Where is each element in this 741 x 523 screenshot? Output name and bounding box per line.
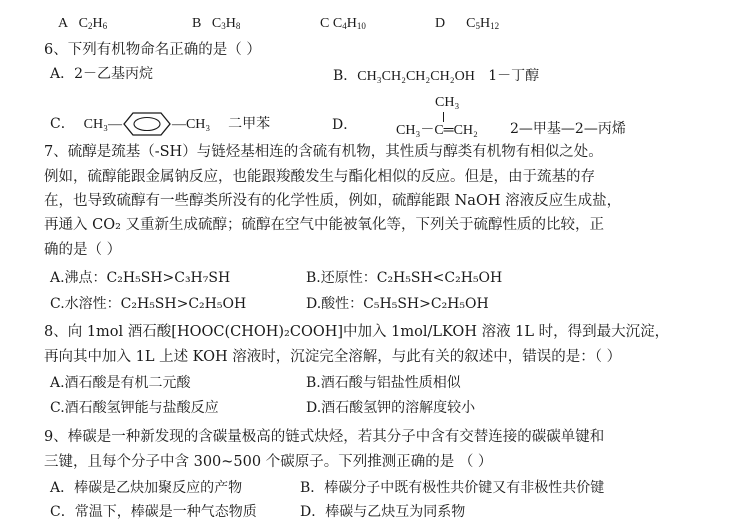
formula-subscript: 12 bbox=[490, 21, 500, 31]
q9-option-b: B．棒碳分子中既有极性共价键又有非极性共价键 bbox=[300, 480, 605, 496]
q5-option-c bbox=[320, 14, 366, 34]
formula-part: H bbox=[92, 16, 103, 31]
q9-line-1: 9、棒碳是一种新发现的含碳量极高的链式炔烃，若其分子中含有交替连接的碳碳单键和 bbox=[44, 429, 605, 445]
q6-option-a bbox=[50, 64, 153, 84]
formula-part: H bbox=[225, 16, 236, 31]
q6-option-d-main: CH₃－C═CH₂ bbox=[396, 123, 478, 138]
q8-option-a: A.酒石酸是有机二元酸 bbox=[50, 375, 191, 391]
q6-option-b bbox=[333, 66, 539, 87]
option-name: 1－丁醇 bbox=[488, 68, 540, 84]
q6-option-d-label: D． bbox=[332, 117, 358, 133]
q7-line-3: 在，也导致硫醇有一些醇类所没有的化学性质，例如，硫醇能跟 NaOH 溶液反应生成盐， bbox=[44, 193, 622, 209]
option-text: 2－乙基丙烷 bbox=[74, 66, 154, 82]
q6-stem: 6、下列有机物命名正确的是（ ） bbox=[44, 42, 261, 58]
q6-option-c bbox=[50, 111, 270, 137]
formula-part: H bbox=[346, 16, 357, 31]
q7-line-1: 7、硫醇是巯基（-SH）与链烃基相连的含硫有机物，其性质与醇类有机物有相似之处。 bbox=[44, 144, 603, 160]
formula-subscript: 10 bbox=[356, 21, 366, 31]
q6-option-d-top: CH₃ bbox=[435, 95, 460, 110]
formula-subscript: 3 bbox=[221, 21, 226, 31]
formula-part: C bbox=[78, 16, 88, 31]
q5-option-a bbox=[58, 14, 107, 34]
option-name: 二甲苯 bbox=[228, 116, 271, 132]
formula-subscript: 5 bbox=[475, 21, 480, 31]
formula-part: C bbox=[211, 16, 222, 31]
q5-option-b bbox=[192, 14, 240, 34]
q7-option-b: B.还原性：C₂H₅SH<C₂H₅OH bbox=[306, 270, 503, 286]
option-letter: A． bbox=[50, 66, 75, 82]
option-letter: A bbox=[58, 16, 69, 31]
formula-part: C bbox=[332, 16, 343, 31]
q5-option-d bbox=[435, 14, 499, 34]
formula-subscript: 8 bbox=[235, 21, 241, 31]
option-letter: B． bbox=[333, 68, 358, 84]
formula-subscript: 2 bbox=[87, 21, 93, 31]
q8-option-c: C.酒石酸氢钾能与盐酸反应 bbox=[50, 400, 219, 416]
option-letter: D bbox=[435, 16, 446, 31]
option-formula: —CH₃ bbox=[171, 117, 211, 132]
option-formula: CH₃— bbox=[83, 117, 122, 132]
benzene-ring-icon bbox=[122, 111, 172, 137]
q7-option-c: C.水溶性：C₂H₅SH>C₂H₅OH bbox=[50, 296, 247, 312]
q9-option-a: A．棒碳是乙炔加聚反应的产物 bbox=[50, 480, 243, 496]
q8-option-d: D.酒石酸氢钾的溶解度较小 bbox=[306, 400, 476, 416]
q7-line-5: 确的是（ ） bbox=[44, 242, 122, 258]
q6-option-d-name: 2—甲基—2—丙烯 bbox=[510, 121, 626, 137]
q9-option-d: D．棒碳与乙炔互为同系物 bbox=[300, 504, 466, 520]
q7-option-a: A.沸点：C₂H₅SH>C₃H₇SH bbox=[50, 270, 231, 286]
option-letter: B bbox=[192, 16, 202, 31]
q8-option-b: B.酒石酸与铝盐性质相似 bbox=[306, 375, 461, 391]
option-letter: C． bbox=[50, 116, 75, 132]
q7-option-d: D.酸性：C₅H₅SH>C₂H₅OH bbox=[306, 296, 489, 312]
formula-subscript: 4 bbox=[342, 21, 347, 31]
q8-line-1: 8、向 1mol 酒石酸[HOOC(CHOH)₂COOH]中加入 1mol/LKOH 溶液 1L 时，得到最大沉淀， bbox=[44, 324, 670, 340]
formula-part: H bbox=[479, 16, 491, 31]
q9-option-c: C．常温下，棒碳是一种气态物质 bbox=[50, 504, 257, 520]
q7-line-4: 再通入 CO₂ 又重新生成硫醇；硫醇在空气中能被氧化等，下列关于硫醇性质的比较，正 bbox=[44, 217, 605, 233]
option-letter: C bbox=[320, 16, 330, 31]
formula-part: C bbox=[466, 16, 476, 31]
formula-subscript: 6 bbox=[102, 21, 108, 31]
q8-line-2: 再向其中加入 1L 上述 KOH 溶液时，沉淀完全溶解，与此有关的叙述中，错误的是：（ ） bbox=[44, 349, 622, 365]
q7-line-2: 例如，硫醇能跟金属钠反应，也能跟羧酸发生与酯化相似的反应。但是，由于巯基的存 bbox=[44, 169, 595, 185]
q9-line-2: 三键，且每个分子中含 300~500 个碳原子。下列推测正确的是 （ ） bbox=[44, 454, 493, 470]
option-formula: CH₃CH₂CH₂CH₂OH bbox=[357, 69, 475, 84]
